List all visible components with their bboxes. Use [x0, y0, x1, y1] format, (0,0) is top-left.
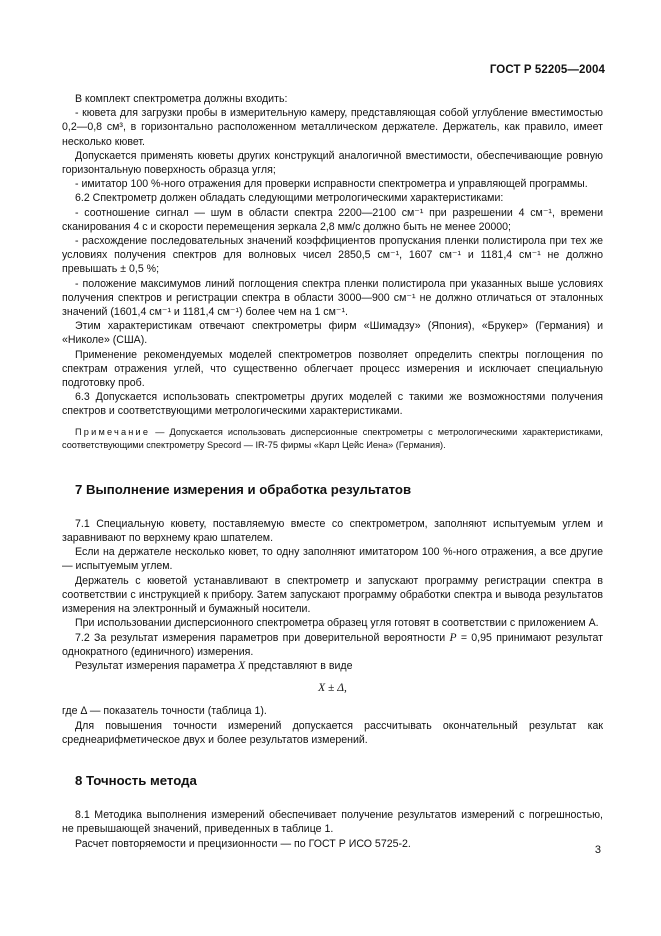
variable-x: X: [238, 659, 246, 672]
section-8-title: 8 Точность метода: [75, 772, 197, 788]
paragraph: Держатель с кюветой устанавливают в спектрометр и запускают программу регистрации спектра в соответствии с инструкцией к прибору. Затем запускают программу обработки спектра и вывода результатов измерения на электронный и бумажный носители.: [62, 574, 603, 616]
formula-text: X ± Δ,: [318, 682, 347, 695]
page-number: 3: [594, 844, 601, 856]
text: = 0,95 принимают результат однократного (единичного) измерения.: [62, 631, 603, 658]
paragraph: [62, 659, 603, 673]
formula: [62, 681, 603, 695]
clause-6-3: 6.3 Допускается использовать спектрометры других моделей с такими же возможностями получения спектров и соответствующими метрологическими характеристиками.: [62, 391, 603, 418]
variable-p: P: [449, 631, 457, 644]
text: представляют в виде: [245, 659, 353, 672]
paragraph: При использовании дисперсионного спектрометра образец угля готовят в соответствии с приложением А.: [75, 617, 599, 630]
paragraph: Допускается применять кюветы других конструкций аналогичной вместимости, обеспечивающие ровную горизонтальную поверхность образца угля;: [62, 149, 603, 177]
clause-8-1: 8.1 Методика выполнения измерений обеспечивает получение результатов измерений с погрешностью, не превышающей значений, приведенных в таблице 1.: [62, 809, 603, 836]
document-id: ГОСТ Р 52205—2004: [489, 64, 605, 76]
list-item: - соотношение сигнал — шум в области спектра 2200—2100 см⁻¹ при разрешении 4 см⁻¹, времени сканирования 4 с и скорости перемещения зеркала 2,8 мм/с должно быть не менее 20000;: [62, 206, 603, 233]
text: 7.2 За результат измерения параметров при доверительной вероятности: [75, 631, 450, 644]
document-body: [62, 92, 603, 851]
paragraph: Для повышения точности измерений допускается рассчитывать окончательный результат как среднеарифметическое двух и более результатов измерений.: [62, 719, 603, 746]
clause-6-2: 6.2 Спектрометр должен обладать следующими метрологическими характеристиками:: [75, 192, 504, 205]
paragraph: Расчет повторяемости и прецизионности — по ГОСТ Р ИСО 5725-2.: [75, 837, 411, 850]
paragraph: Этим характеристикам отвечают спектрометры фирм «Шимадзу» (Япония), «Брукер» (Германия) и «Николе» (США).: [62, 320, 603, 347]
list-item: - имитатор 100 %-ного отражения для проверки исправности спектрометра и управляющей программы.: [75, 178, 588, 191]
note: [62, 426, 603, 452]
list-item: - кювета для загрузки пробы в измерительную камеру, представляющая собой углубление вместимостью 0,2—0,8 см³, в горизонтально расположенном металлическом держателе. Держатель, как правило, имеет несколько кювет.: [62, 107, 603, 148]
section-7-title: 7 Выполнение измерения и обработка результатов: [75, 481, 412, 497]
paragraph: В комплект спектрометра должны входить:: [75, 93, 288, 105]
note-text: — Допускается использовать дисперсионные спектрометры с метрологическими характеристиками, соответствующими спектрометру Specord — IR-75 фирмы «Карл Цейс Иена» (Германия).: [62, 426, 603, 450]
list-item: - положение максимумов линий поглощения спектра пленки полистирола при указанных выше условиях получения спектров и регистрации спектра в области 3000—900 см⁻¹ не должно отличаться от эталонных значений (1601,4 см⁻¹ и 1181,4 см⁻¹) более чем на 1 см⁻¹.: [62, 277, 603, 319]
paragraph: где Δ — показатель точности (таблица 1).: [62, 705, 267, 718]
text: Результат измерения параметра: [75, 659, 239, 672]
clause-7-1: 7.1 Специальную кювету, поставляемую вместе со спектрометром, заполняют испытуемым углем и заравнивают по верхнему краю шпателем.: [62, 517, 603, 545]
note-label: Примечание: [75, 426, 151, 437]
list-item: - расхождение последовательных значений коэффициентов пропускания пленки полистирола при тех же условиях получения спектров для волновых чисел 2850,5 см⁻¹, 1607 см⁻¹ и 1181,4 см⁻¹ не должно превышать ± 0,5 %;: [62, 235, 603, 276]
paragraph: Применение рекомендуемых моделей спектрометров позволяет определить спектры поглощения по спектрам отражения углей, что существенно облегчает процесс измерения и исключает специальную подготовку проб.: [62, 348, 603, 390]
paragraph: Если на держателе несколько кювет, то одну заполняют имитатором 100 %-ного отражения, а все другие — испытуемым углем.: [62, 546, 603, 573]
clause-7-2: [62, 631, 603, 659]
